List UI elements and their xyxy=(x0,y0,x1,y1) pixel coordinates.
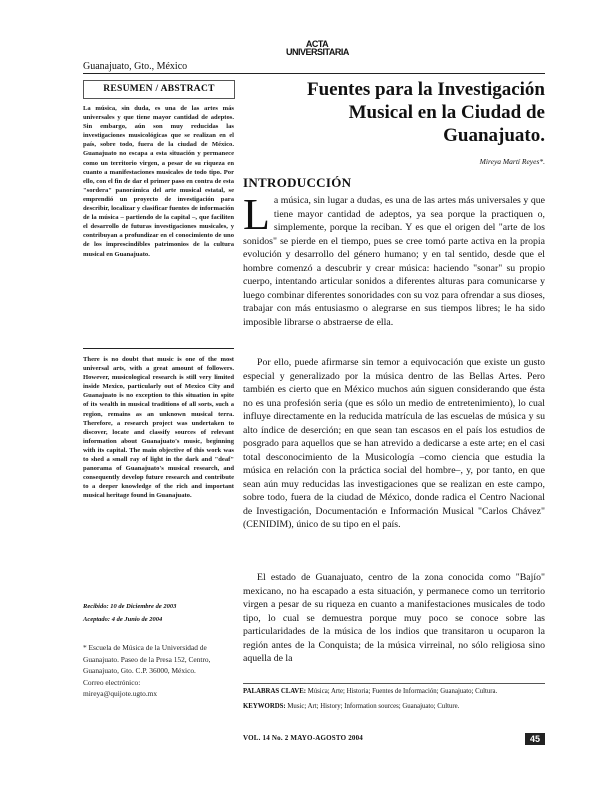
keywords-es-values: Música; Arte; Historia; Fuentes de Información; Guanajuato; Cultura. xyxy=(307,688,498,695)
page-number: 45 xyxy=(525,733,545,745)
drop-cap: L xyxy=(243,190,270,239)
journal-logo xyxy=(286,40,348,56)
affiliation-email[interactable]: mireya@quijote.ugto.mx xyxy=(83,689,158,698)
abstract-english: There is no doubt that music is one of the most universal arts, with a great amount of followers. However, musicological research is still very limited inside Mexico, particularly out of Mexico City and Guanajuato is no exception to this situation in spite of its wealth in musical traditions of all sorts, such a region, remains as an unknown musical terra. Therefore, a research project was undertaken to discover, locate and classify sources of relevant information about Guanajuato's music, beginning with its capital. The main objective of this work was to shed a small ray of light in the dark and "deaf" panorama of Guanajuato's musical research, and consequently develop future research and contribute to a deeper knowledge of the rich and important musical heritage found in Guanajuato. xyxy=(83,356,234,500)
abstract-divider xyxy=(83,348,234,349)
author-affiliation xyxy=(83,642,234,700)
keywords-english xyxy=(243,703,545,710)
author-name: Mireya Martí Reyes*. xyxy=(479,157,545,166)
logo-line-1: ACTA xyxy=(305,39,329,49)
article-title: Fuentes para la Investigación Musical en la Ciudad de Guanajuato. xyxy=(306,79,545,146)
header-location: Guanajuato, Gto., México xyxy=(83,61,188,72)
body-paragraph-1-text: a música, sin lugar a dudas, es una de las artes más universales y que tiene mayor cantidad de adeptos, ya sea porque la practiquen o, simplemente, porque la reciban. Y es que el origen del "arte de los sonidos" se pierde en el tiempo, pues se cree tomó parte activa en la propia evolución y desarrollo del género humano; y en tal sentido, desde que el hombre comenzó a descubrir y crear música: haciendo "sonar" su propio cuerpo, intentando articular sonidos a diferentes alturas para comunicarse y luego combinar diferentes sonoridades con su voz para ofrendar a sus dioses, trabajar con más entusiasmo o alegrarse en sus tiempos libres; le ha sido imposible librarse o abstraerse de ella. xyxy=(243,195,545,328)
body-paragraph-3: El estado de Guanajuato, centro de la zona conocida como "Bajío" mexicano, no ha escapado a esta situación, y permanece como un territorio virgen a pesar de su riqueza en cuanto a manifestaciones musicales de todo tipo, lo cual se demuestra porque muy poco se conoce sobre las particularidades de la música de los indios que transitaron u ocuparon la región antes de la Conquista; de la música virreinal, no sólo religiosa sino aquella de la xyxy=(243,572,545,664)
body-paragraph-1 xyxy=(243,190,545,329)
footer-volume: VOL. 14 No. 2 MAYO-AGOSTO 2004 xyxy=(243,734,364,742)
abstract-label: RESUMEN / ABSTRACT xyxy=(83,80,235,99)
keywords-en-values: Music; Art; History; Information sources; Guanajuato; Culture. xyxy=(287,703,460,710)
body-paragraph-2: Por ello, puede afirmarse sin temor a equivocación que existe un gusto especial y generalizado por la música dentro de las Bellas Artes. Pero también es cierto que en México muchos aún siguen considerando que ésta no es una profesión seria (que es sólo un medio de entretenimiento), lo cual influye directamente en la reducida matrícula de las escuelas de música y su alto índice de deserción; en que sean tan escasos en el país los estudios de posgrado para aquellos que se han atrevido a dedicarse a este arte; en el casi total desconocimiento de la Musicología –como ciencia que estudia la música en relación con la práctica social del hombre–, y, por tanto, en que sean aún muy reducidas las investigaciones que se realizan en este campo, sobre todo, fuera de la ciudad de México, donde radica el Centro Nacional de Investigación, Documentación e Información Musical "Carlos Chávez" (CENIDIM), único de su tipo en el país. xyxy=(243,357,545,530)
keywords-box xyxy=(243,683,545,722)
accepted-date: Aceptado: 4 de Junio de 2004 xyxy=(83,616,163,623)
keywords-en-label: KEYWORDS: xyxy=(243,703,286,710)
keywords-spanish xyxy=(243,688,545,695)
received-date: Recibido: 10 de Diciembre de 2003 xyxy=(83,603,177,610)
affiliation-email-label: Correo electrónico: xyxy=(83,677,141,687)
keywords-es-label: PALABRAS CLAVE: xyxy=(243,688,307,695)
header-rule xyxy=(83,73,545,74)
section-heading: INTRODUCCIÓN xyxy=(243,175,352,190)
abstract-spanish: La música, sin duda, es una de las artes más universales y que tiene mayor cantidad de adeptos. Sin embargo, aún son muy reducidas las investigaciones musicológicas que se realizan en el país, sobre todo, fuera de la ciudad de México. Guanajuato no escapa a esta situación y permanece como un territorio virgen, a pesar de su riqueza en cuanto a manifestaciones musicales de todo tipo. Por ello, con el fin de dar el primer paso en contra de esta "sordera" panorámica del arte musical estatal, se emprendió un proyecto de investigación para describir, localizar y clasificar fuentes de información de la música – partiendo de la capital –, que faciliten el desarrollo de futuras investigaciones musicales, y contribuyan a profundizar en el conocimiento de uno de los imprescindibles patrimonios de la cultura musical en Guanajuato. xyxy=(83,105,234,258)
affiliation-address: * Escuela de Música de la Universidad de Guanajuato. Paseo de la Presa 152, Centro, Guanajuato, Gto. C.P. 36000, México. xyxy=(83,643,211,675)
logo-line-2: UNIVERSITARIA xyxy=(286,47,349,57)
